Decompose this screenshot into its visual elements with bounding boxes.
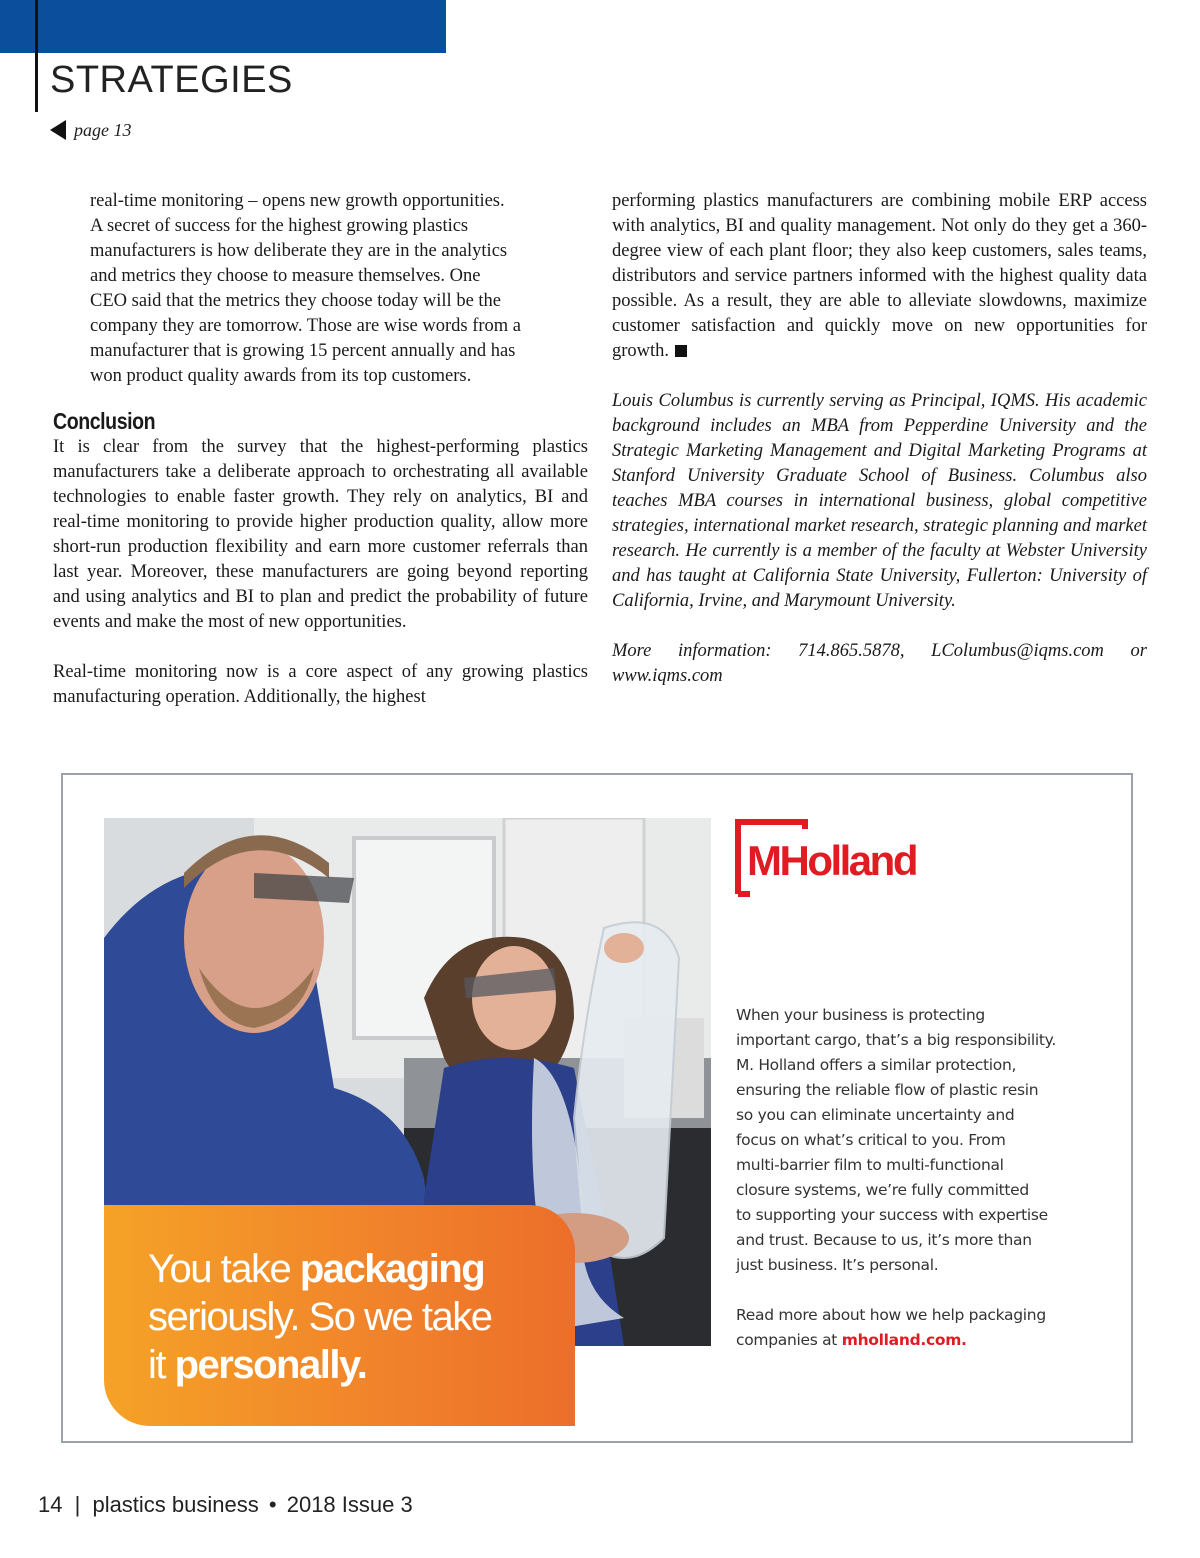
ad-body-line: M. Holland offers a similar protection, bbox=[736, 1056, 1017, 1074]
article-right-column bbox=[612, 189, 1147, 689]
publication-name: plastics business bbox=[92, 1492, 259, 1517]
ad-body-line: and trust. Because to us, it’s more than bbox=[736, 1231, 1032, 1249]
closing-text: performing plastics manufacturers are combining mobile ERP access with analytics, BI and quality management. Not only do they get a 360-degree view of each plant floor; they also keep customers, sales teams, distributors and service partners informed with the highest quality data possible. As a result, they are able to alleviate slowdowns, maximize customer satisfaction and quickly move on new opportunities for growth. bbox=[612, 191, 1147, 361]
mholland-logo[interactable]: MHolland bbox=[747, 837, 916, 884]
section-title: STRATEGIES bbox=[50, 59, 293, 101]
headline-line-1: You take packaging bbox=[148, 1247, 485, 1291]
footer-bullet: • bbox=[268, 1492, 277, 1517]
ad-body-line: just business. It’s personal. bbox=[736, 1256, 939, 1274]
article-left-column bbox=[53, 189, 588, 710]
page-reference-label: page 13 bbox=[74, 119, 132, 140]
issue-label: 2018 Issue 3 bbox=[286, 1492, 413, 1517]
text-line: won product quality awards from its top customers. bbox=[90, 366, 472, 386]
text-line: CEO said that the metrics they choose today will be the bbox=[90, 291, 502, 311]
page-number: 14 bbox=[38, 1492, 63, 1517]
headline-line-3: it personally. bbox=[148, 1343, 367, 1387]
page-footer bbox=[38, 1490, 413, 1520]
text-line: company they are tomorrow. Those are wise words from a bbox=[90, 316, 522, 336]
text-line: manufacturers is how deliberate they are in the analytics bbox=[90, 241, 508, 261]
more-information: More information: 714.865.5878, LColumbus@iqms.com or www.iqms.com bbox=[612, 641, 1147, 686]
end-mark-icon bbox=[675, 345, 687, 357]
masthead-rule bbox=[35, 0, 38, 112]
ad-body-line: so you can eliminate uncertainty and bbox=[736, 1106, 1015, 1124]
triangle-left-icon bbox=[50, 120, 66, 140]
ad-body-line: multi-barrier film to multi-functional bbox=[736, 1156, 1004, 1174]
text-line: A secret of success for the highest growing plastics bbox=[90, 216, 469, 236]
ad-body-line: to supporting your success with expertise bbox=[736, 1206, 1048, 1224]
headline-line-2: seriously. So we take bbox=[148, 1295, 492, 1339]
ad-body-line: ensuring the reliable flow of plastic resin bbox=[736, 1081, 1039, 1099]
ad-body-line: closure systems, we’re fully committed bbox=[736, 1181, 1029, 1199]
ad-headline bbox=[148, 1245, 491, 1389]
text-line: manufacturer that is growing 15 percent annually and has bbox=[90, 341, 516, 361]
ad-cta-line-2: companies at mholland.com. bbox=[736, 1331, 967, 1349]
ad-cta-line-1: Read more about how we help packaging bbox=[736, 1306, 1046, 1324]
ad-body-line: focus on what’s critical to you. From bbox=[736, 1131, 1006, 1149]
conclusion-paragraph-1: It is clear from the survey that the highest-performing plastics manufacturers take a deliberate approach to orchestrating all available technologies to enable faster growth. They rely on analytics, BI and real-time monitoring to provide higher production quality, allow more short-run production flexibility and earn more customer referrals than last year. Moreover, these manufacturers are going beyond reporting and using analytics and BI to plan and predict the probability of future events and make the most of new opportunities. bbox=[53, 437, 588, 632]
ad-body-line: When your business is protecting bbox=[736, 1006, 985, 1024]
page-reference[interactable] bbox=[50, 119, 132, 141]
footer-separator: | bbox=[74, 1492, 81, 1517]
masthead-bar bbox=[0, 0, 446, 53]
author-bio: Louis Columbus is currently serving as Principal, IQMS. His academic background includes an MBA from Pepperdine University and the Strategic Marketing Management and Digital Marketing Programs at Stanford University Graduate School of Business. Columbus also teaches MBA courses in international business, global competitive strategies, international market research, strategic planning and market research. He currently is a member of the faculty at Webster University and has taught at California State University, Fullerton: University of California, Irvine, and Marymount University. bbox=[612, 391, 1147, 611]
text-line: real-time monitoring – opens new growth opportunities. bbox=[90, 191, 505, 211]
text-line: and metrics they choose to measure themselves. One bbox=[90, 266, 481, 286]
mholland-link[interactable]: mholland.com. bbox=[841, 1331, 967, 1349]
ad-body-line: important cargo, that’s a big responsibility. bbox=[736, 1031, 1056, 1049]
conclusion-heading: Conclusion bbox=[53, 408, 156, 434]
article-closing-paragraph bbox=[612, 189, 1147, 364]
ad-body-copy bbox=[736, 1003, 1081, 1353]
conclusion-paragraph-2: Real-time monitoring now is a core aspect of any growing plastics manufacturing operation. Additionally, the highest bbox=[53, 662, 588, 707]
article-intro-paragraph bbox=[53, 189, 588, 389]
